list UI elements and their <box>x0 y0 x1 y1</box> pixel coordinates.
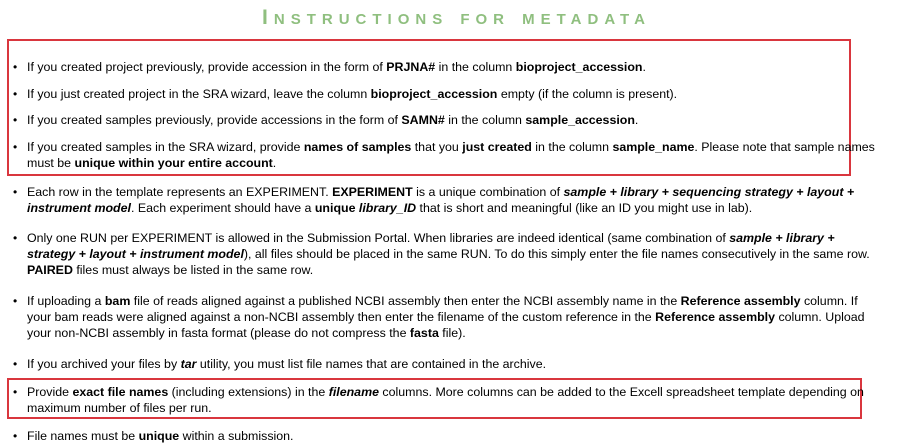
instruction-item <box>11 384 881 416</box>
instruction-text: sample + library + strategy + layout + instrument model <box>27 231 835 261</box>
instruction-item <box>11 59 881 75</box>
instruction-text: If you created samples in the SRA wizard, provide <box>27 140 304 154</box>
instruction-text: columns. More columns can be added to the Excell spreadsheet template depending on maximum number of files per run. <box>27 385 864 415</box>
instruction-text: . <box>642 60 646 74</box>
instruction-text: that is short and meaningful (like an ID you might use in lab). <box>416 201 753 215</box>
instruction-text: If you archived your files by <box>27 357 181 371</box>
instruction-text: ), all files should be placed in the same RUN. To do this simply enter the file names consecutively in the same row. <box>243 247 870 261</box>
instruction-text: fasta <box>409 326 439 340</box>
instruction-item <box>11 184 881 216</box>
instruction-item <box>11 86 881 102</box>
instruction-text: bam <box>104 294 131 308</box>
instruction-text: EXPERIMENT <box>332 185 413 199</box>
title-rest: nstructions for metadata <box>273 4 651 29</box>
instruction-text: bioproject_accession <box>515 60 643 74</box>
instruction-text: column. If your bam reads were aligned against a non-NCBI assembly then enter the filename of the custom reference in the <box>27 294 858 324</box>
instruction-text: filename <box>328 385 379 399</box>
instruction-text: names of samples <box>303 140 412 154</box>
instruction-text: just created <box>462 140 532 154</box>
instruction-text: files must always be listed in the same row. <box>72 263 314 277</box>
instruction-item <box>11 428 881 444</box>
instruction-item <box>11 112 881 128</box>
instruction-text: file). <box>438 326 466 340</box>
instruction-text: exact file names <box>72 385 169 399</box>
instruction-text: unique <box>138 429 180 443</box>
instruction-text: . <box>272 156 277 170</box>
instruction-text: file of reads aligned against a published NCBI assembly then enter the NCBI assembly name in the <box>130 294 681 308</box>
instruction-text: If you created samples previously, provide accessions in the form of <box>27 113 402 127</box>
instruction-text: is a unique combination of <box>412 185 564 199</box>
instruction-text: empty (if the column is present). <box>497 87 678 101</box>
instruction-text: unique <box>314 201 356 215</box>
instruction-text: Only one RUN per EXPERIMENT is allowed in the Submission Portal. When libraries are indeed identical (same combination of <box>27 231 730 245</box>
instruction-text: in the column <box>444 113 526 127</box>
instruction-text: . Please note that sample names must be <box>27 140 875 170</box>
instruction-text: If you created project previously, provide accession in the form of <box>27 60 387 74</box>
instruction-text: Each row in the template represents an EXPERIMENT. <box>27 185 333 199</box>
instruction-text: in the column <box>435 60 516 74</box>
page-title <box>0 0 913 32</box>
instruction-text: sample_accession <box>525 113 635 127</box>
instruction-text: File names must be <box>27 429 139 443</box>
instruction-text: within a submission. <box>179 429 294 443</box>
instruction-text: SAMN# <box>401 113 445 127</box>
instruction-text: Reference assembly <box>655 310 775 324</box>
instruction-text: bioproject_accession <box>370 87 498 101</box>
instruction-item <box>11 293 881 341</box>
instruction-text: utility, you must list file names that are contained in the archive. <box>196 357 547 371</box>
instruction-text: PRJNA# <box>386 60 436 74</box>
title-first-letter: i <box>262 0 274 31</box>
instruction-item <box>11 139 881 171</box>
instruction-text: Reference assembly <box>680 294 801 308</box>
instruction-text: unique within your entire account <box>74 156 273 170</box>
instruction-text: (including extensions) in the <box>168 385 329 399</box>
instruction-text: library_ID <box>358 201 417 215</box>
instruction-text: . <box>634 113 639 127</box>
instruction-text: that you <box>411 140 463 154</box>
instruction-text: column. Upload your non-NCBI assembly in fasta format (please do not compress the <box>27 310 865 340</box>
instruction-text: tar <box>180 357 197 371</box>
instruction-text: sample + library + sequencing strategy + layout + instrument model <box>27 185 855 215</box>
instruction-text: Provide <box>27 385 73 399</box>
instruction-text: . Each experiment should have a <box>130 201 315 215</box>
instruction-item <box>11 230 881 278</box>
instruction-text: If you just created project in the SRA wizard, leave the column <box>27 87 371 101</box>
instruction-item <box>11 356 881 372</box>
instruction-text: sample_name <box>612 140 695 154</box>
instruction-text: If uploading a <box>27 294 105 308</box>
instruction-text: PAIRED <box>27 263 73 277</box>
instruction-text: in the column <box>531 140 613 154</box>
